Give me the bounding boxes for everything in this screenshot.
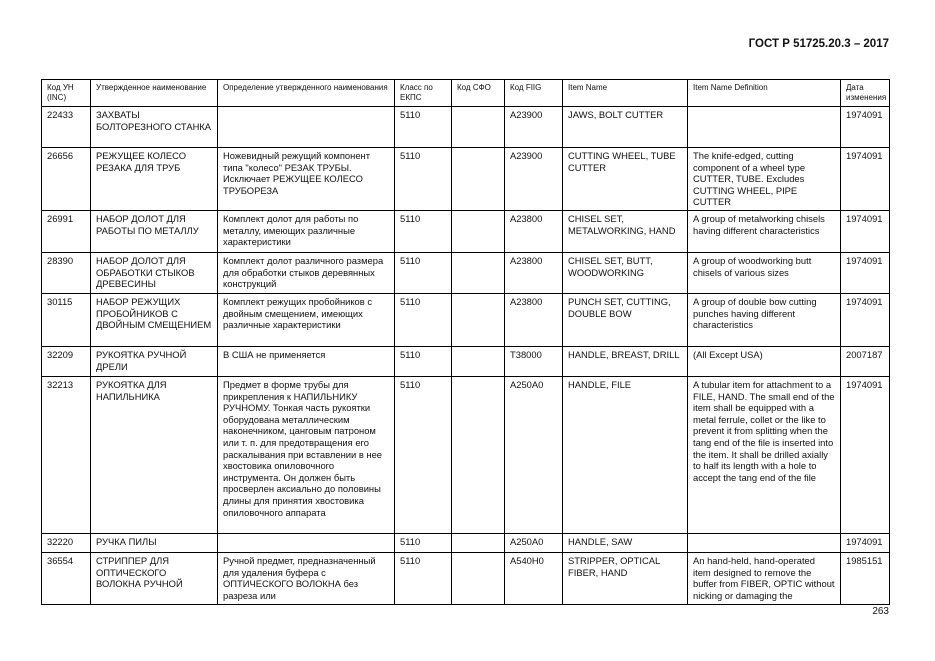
column-header-definition: Определение утвержденного наименования xyxy=(218,80,395,107)
page-number: 263 xyxy=(872,606,889,617)
cell-inc: 30115 xyxy=(42,294,91,347)
cell-sfo xyxy=(452,377,505,534)
cell-item-name: HANDLE, SAW xyxy=(563,534,688,553)
cell-class: 5110 xyxy=(395,107,452,148)
cell-inc: 32213 xyxy=(42,377,91,534)
cell-definition xyxy=(218,107,395,148)
cell-name: РУКОЯТКА ДЛЯ НАПИЛЬНИКА xyxy=(91,377,218,534)
cell-name: РУЧКА ПИЛЫ xyxy=(91,534,218,553)
cell-item-definition: A tubular item for attachment to a FILE, HAND. The small end of the item shall be equipped with a metal ferrule, collet or the like to prevent it from splitting when the tang end of the file is inserted into the item. It shall be drilled axially to half its length with a hole to accept the tang end of the file xyxy=(688,377,841,534)
cell-name: НАБОР ДОЛОТ ДЛЯ РАБОТЫ ПО МЕТАЛЛУ xyxy=(91,211,218,253)
table-row xyxy=(42,347,890,377)
cell-inc: 36554 xyxy=(42,553,91,605)
cell-definition: Ручной предмет, предназначенный для удаления буфера с ОПТИЧЕСКОГО ВОЛОКНА без разреза или xyxy=(218,553,395,605)
cell-fiig: A23800 xyxy=(505,294,563,347)
cell-name: РЕЖУЩЕЕ КОЛЕСО РЕЗАКА ДЛЯ ТРУБ xyxy=(91,148,218,211)
cell-item-definition xyxy=(688,534,841,553)
column-header-class: Класс по ЕКПС xyxy=(395,80,452,107)
cell-item-definition xyxy=(688,107,841,148)
cell-item-definition: The knife-edged, cutting component of a wheel type CUTTER, TUBE. Excludes CUTTING WHEEL, PIPE CUTTER xyxy=(688,148,841,211)
cell-fiig: T38000 xyxy=(505,347,563,377)
cell-inc: 22433 xyxy=(42,107,91,148)
cell-item-name: STRIPPER, OPTICAL FIBER, HAND xyxy=(563,553,688,605)
cell-item-definition: A group of metalworking chisels having different characteristics xyxy=(688,211,841,253)
cell-name: РУКОЯТКА РУЧНОЙ ДРЕЛИ xyxy=(91,347,218,377)
cell-fiig: A23900 xyxy=(505,148,563,211)
cell-item-name: HANDLE, BREAST, DRILL xyxy=(563,347,688,377)
cell-inc: 28390 xyxy=(42,253,91,294)
cell-sfo xyxy=(452,534,505,553)
cell-item-name: HANDLE, FILE xyxy=(563,377,688,534)
cell-item-definition: A group of double bow cutting punches having different characteristics xyxy=(688,294,841,347)
cell-item-name: CHISEL SET, METALWORKING, HAND xyxy=(563,211,688,253)
cell-inc: 32209 xyxy=(42,347,91,377)
column-header-date: Дата изменения xyxy=(841,80,890,107)
cell-sfo xyxy=(452,148,505,211)
document-header: ГОСТ Р 51725.20.3 – 2017 xyxy=(748,38,889,50)
cell-item-name: JAWS, BOLT CUTTER xyxy=(563,107,688,148)
cell-sfo xyxy=(452,107,505,148)
column-header-item-name: Item Name xyxy=(563,80,688,107)
cell-date: 1974091 xyxy=(841,148,890,211)
cell-name: ЗАХВАТЫ БОЛТОРЕЗНОГО СТАНКА xyxy=(91,107,218,148)
table-row xyxy=(42,294,890,347)
cell-date: 1985151 xyxy=(841,553,890,605)
cell-fiig: A23800 xyxy=(505,211,563,253)
cell-date: 1974091 xyxy=(841,211,890,253)
cell-item-definition: An hand-held, hand-operated item designed to remove the buffer from FIBER, OPTIC without nicking or damaging the xyxy=(688,553,841,605)
cell-fiig: A250A0 xyxy=(505,534,563,553)
cell-class: 5110 xyxy=(395,294,452,347)
cell-name: НАБОР РЕЖУЩИХ ПРОБОЙНИКОВ С ДВОЙНЫМ СМЕЩЕНИЕМ xyxy=(91,294,218,347)
cell-inc: 26656 xyxy=(42,148,91,211)
cell-class: 5110 xyxy=(395,534,452,553)
cell-date: 1974091 xyxy=(841,377,890,534)
cell-date: 1974091 xyxy=(841,107,890,148)
cell-item-name: PUNCH SET, CUTTING, DOUBLE BOW xyxy=(563,294,688,347)
cell-class: 5110 xyxy=(395,347,452,377)
column-header-name: Утвержденное наименование xyxy=(91,80,218,107)
cell-name: СТРИППЕР ДЛЯ ОПТИЧЕСКОГО ВОЛОКНА РУЧНОЙ xyxy=(91,553,218,605)
column-header-fiig: Код FIIG xyxy=(505,80,563,107)
cell-fiig: A540H0 xyxy=(505,553,563,605)
cell-item-name: CUTTING WHEEL, TUBE CUTTER xyxy=(563,148,688,211)
catalog-table xyxy=(41,79,890,605)
cell-date: 1974091 xyxy=(841,253,890,294)
cell-definition: Комплект долот для работы по металлу, имеющих различные характеристики xyxy=(218,211,395,253)
cell-sfo xyxy=(452,253,505,294)
table-row xyxy=(42,211,890,253)
cell-sfo xyxy=(452,347,505,377)
table-row xyxy=(42,553,890,605)
cell-fiig: A250A0 xyxy=(505,377,563,534)
cell-fiig: A23900 xyxy=(505,107,563,148)
column-header-item-definition: Item Name Definition xyxy=(688,80,841,107)
cell-date: 2007187 xyxy=(841,347,890,377)
cell-class: 5110 xyxy=(395,148,452,211)
table-row xyxy=(42,148,890,211)
cell-class: 5110 xyxy=(395,253,452,294)
table-header-row xyxy=(42,80,890,107)
cell-definition: В США не применяется xyxy=(218,347,395,377)
cell-item-name: CHISEL SET, BUTT, WOODWORKING xyxy=(563,253,688,294)
cell-definition: Комплект режущих пробойников с двойным смещением, имеющих различные характеристики xyxy=(218,294,395,347)
cell-inc: 26991 xyxy=(42,211,91,253)
table-row xyxy=(42,253,890,294)
table-row xyxy=(42,107,890,148)
cell-sfo xyxy=(452,211,505,253)
cell-class: 5110 xyxy=(395,377,452,534)
cell-class: 5110 xyxy=(395,211,452,253)
cell-definition xyxy=(218,534,395,553)
cell-inc: 32220 xyxy=(42,534,91,553)
table-row xyxy=(42,377,890,534)
cell-fiig: A23800 xyxy=(505,253,563,294)
cell-name: НАБОР ДОЛОТ ДЛЯ ОБРАБОТКИ СТЫКОВ ДРЕВЕСИНЫ xyxy=(91,253,218,294)
cell-definition: Ножевидный режущий компонент типа "колесо" РЕЗАК ТРУБЫ. Исключает РЕЖУЩЕЕ КОЛЕСО ТРУБОРЕЗА xyxy=(218,148,395,211)
cell-class: 5110 xyxy=(395,553,452,605)
column-header-sfo: Код СФО xyxy=(452,80,505,107)
cell-item-definition: (All Except USA) xyxy=(688,347,841,377)
cell-sfo xyxy=(452,294,505,347)
table-row xyxy=(42,534,890,553)
cell-definition: Комплект долот различного размера для обработки стыков деревянных конструкций xyxy=(218,253,395,294)
cell-date: 1974091 xyxy=(841,534,890,553)
cell-item-definition: A group of woodworking butt chisels of various sizes xyxy=(688,253,841,294)
cell-sfo xyxy=(452,553,505,605)
cell-definition: Предмет в форме трубы для прикрепления к НАПИЛЬНИКУ РУЧНОМУ. Тонкая часть рукоятки оборудована металлическим наконечником, цанговым патроном или т. п. для предотвращения его раскалывания при вставлении в нее хвостовика опиловочного инструмента. Он должен быть просверлен аксиально до половины длины для принятия хвостовика опиловочного аппарата xyxy=(218,377,395,534)
column-header-inc: Код УН (INC) xyxy=(42,80,91,107)
cell-date: 1974091 xyxy=(841,294,890,347)
